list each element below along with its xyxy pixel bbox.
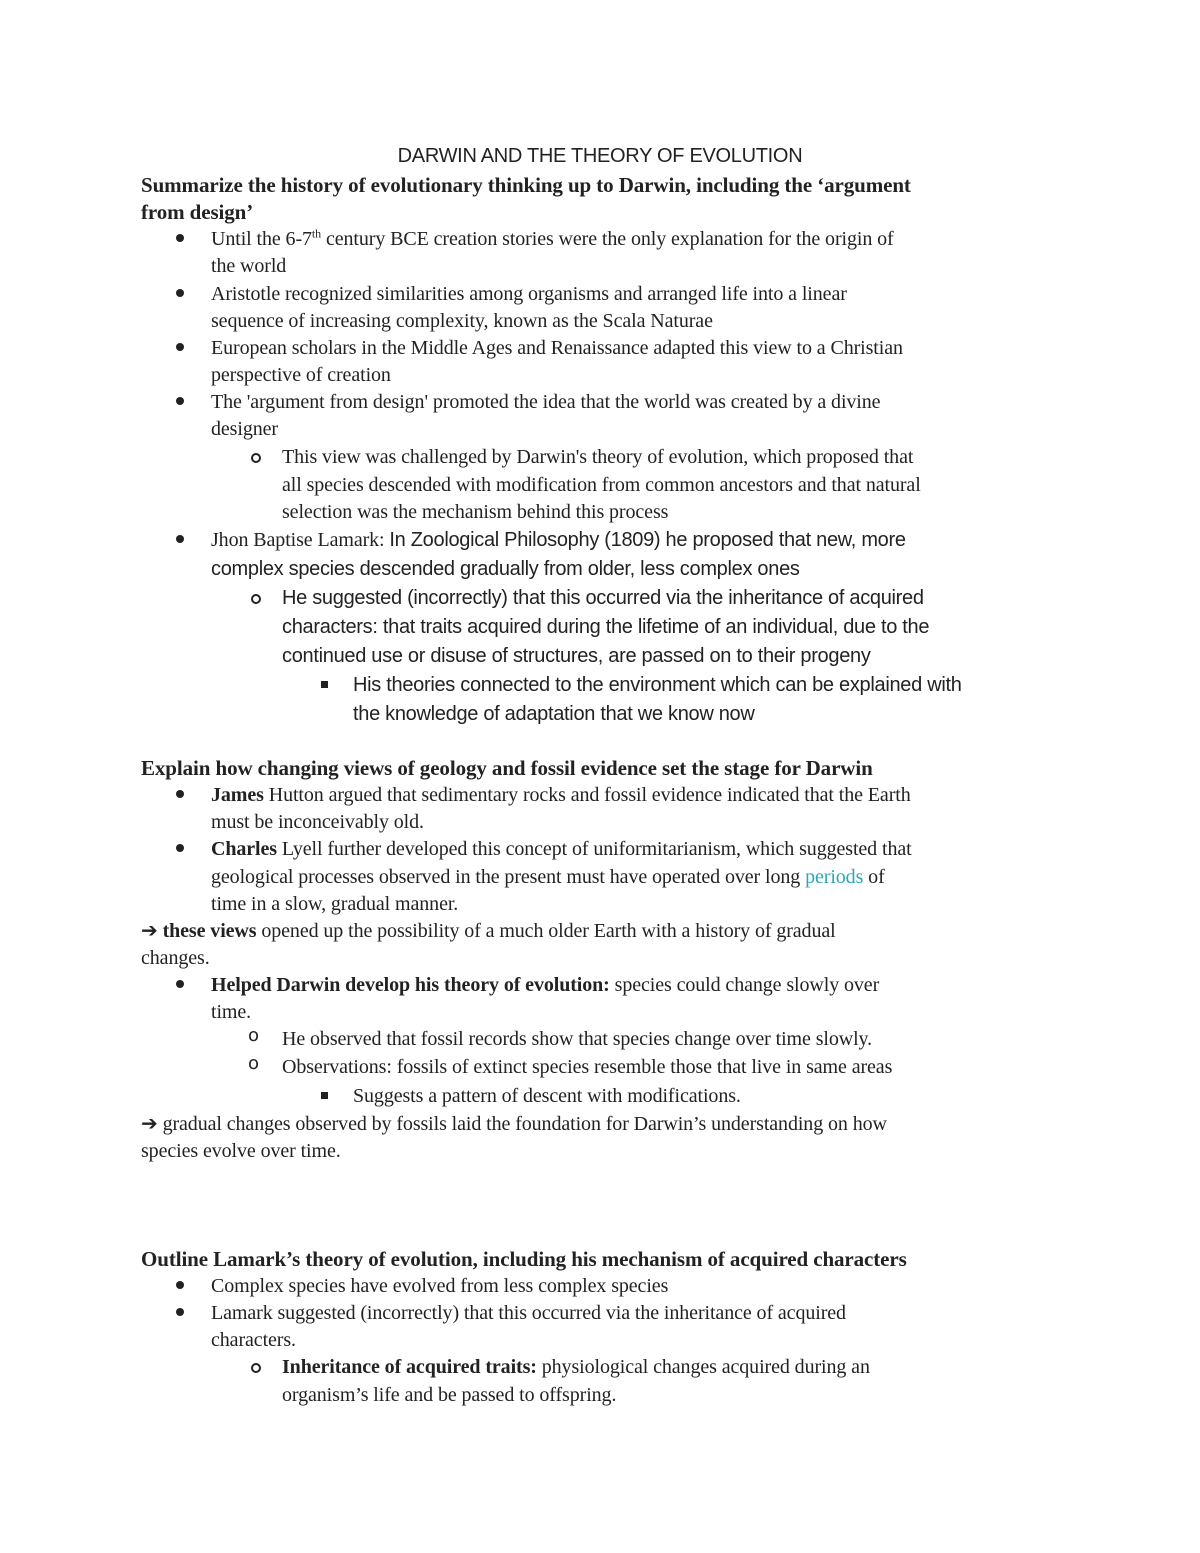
list-item-cont: the world <box>211 255 287 277</box>
bullet-icon <box>176 1308 184 1316</box>
arrow-right-icon: ➔ <box>141 920 158 942</box>
sub-sub-list-item: His theories connected to the environment which can be explained with <box>353 674 962 696</box>
sub-list-item-cont: all species descended with modification from common ancestors and that natural <box>282 474 921 496</box>
list-item-cont: perspective of creation <box>211 364 391 386</box>
list-item-cont: designer <box>211 418 278 440</box>
list-item-cont: complex species descended gradually from older, less complex ones <box>211 558 800 580</box>
bullet-icon <box>176 535 184 543</box>
sub-list-item-cont: characters: that traits acquired during the lifetime of an individual, due to the <box>282 616 930 638</box>
list-item-cont: must be inconceivably old. <box>211 811 424 833</box>
bullet-icon <box>176 289 184 297</box>
sub-list-item-cont: organism’s life and be passed to offspring. <box>282 1384 617 1406</box>
arrow-note: ➔ gradual changes observed by fossils laid the foundation for Darwin’s understanding on how <box>141 1113 887 1135</box>
sub-list-item: He suggested (incorrectly) that this occurred via the inheritance of acquired <box>282 587 924 609</box>
section-heading: Summarize the history of evolutionary thinking up to Darwin, including the ‘argument <box>141 173 911 197</box>
list-item-cont: sequence of increasing complexity, known as the Scala Naturae <box>211 310 713 332</box>
section-heading-cont: from design’ <box>141 200 254 224</box>
list-item: Helped Darwin develop his theory of evolution: species could change slowly over <box>211 974 880 996</box>
bullet-icon <box>176 790 184 798</box>
arrow-note-cont: changes. <box>141 947 210 969</box>
list-item: Complex species have evolved from less complex species <box>211 1275 669 1297</box>
list-item-cont: geological processes observed in the present must have operated over long periods of <box>211 866 885 888</box>
bullet-icon <box>176 343 184 351</box>
sub-list-item: Observations: fossils of extinct species resemble those that live in same areas <box>282 1056 893 1078</box>
list-item-cont: characters. <box>211 1329 296 1351</box>
sub-list-item: He observed that fossil records show that species change over time slowly. <box>282 1028 873 1050</box>
list-item: European scholars in the Middle Ages and Renaissance adapted this view to a Christian <box>211 337 903 359</box>
square-bullet-icon <box>321 1092 328 1099</box>
sub-bullet-icon <box>251 1363 261 1373</box>
arrow-note: ➔ these views opened up the possibility of a much older Earth with a history of gradual <box>141 920 836 942</box>
list-item-cont: time. <box>211 1001 252 1023</box>
bullet-icon <box>176 234 184 242</box>
list-item: Aristotle recognized similarities among organisms and arranged life into a linear <box>211 283 847 305</box>
list-item: Jhon Baptise Lamark: In Zoological Philosophy (1809) he proposed that new, more <box>211 529 906 551</box>
bullet-icon <box>176 980 184 988</box>
arrow-right-icon: ➔ <box>141 1113 158 1135</box>
sub-bullet-icon <box>251 594 261 604</box>
bullet-icon <box>176 397 184 405</box>
list-item: Charles Lyell further developed this concept of uniformitarianism, which suggested that <box>211 838 912 860</box>
list-item: The 'argument from design' promoted the idea that the world was created by a divine <box>211 391 881 413</box>
list-item: Until the 6-7th century BCE creation stories were the only explanation for the origin of <box>211 226 894 250</box>
list-item: James Hutton argued that sedimentary rocks and fossil evidence indicated that the Earth <box>211 784 911 806</box>
list-item-cont: time in a slow, gradual manner. <box>211 893 459 915</box>
periods-link[interactable]: periods <box>805 866 864 888</box>
section-heading: Explain how changing views of geology and fossil evidence set the stage for Darwin <box>141 756 873 780</box>
square-bullet-icon <box>321 681 328 688</box>
sub-bullet-icon: o <box>248 1025 260 1046</box>
section-heading: Outline Lamark’s theory of evolution, including his mechanism of acquired characters <box>141 1247 907 1271</box>
sub-list-item-cont: continued use or disuse of structures, are passed on to their progeny <box>282 645 871 667</box>
bullet-icon <box>176 1281 184 1289</box>
sub-sub-list-item-cont: the knowledge of adaptation that we know now <box>353 703 755 725</box>
sub-bullet-icon <box>251 453 261 463</box>
bullet-icon <box>176 844 184 852</box>
sub-list-item: This view was challenged by Darwin's theory of evolution, which proposed that <box>282 446 914 468</box>
page-title: DARWIN AND THE THEORY OF EVOLUTION <box>397 145 803 167</box>
sub-bullet-icon: o <box>248 1053 260 1074</box>
sub-list-item: Inheritance of acquired traits: physiological changes acquired during an <box>282 1356 870 1378</box>
sub-sub-list-item: Suggests a pattern of descent with modifications. <box>353 1085 741 1107</box>
sub-list-item-cont: selection was the mechanism behind this process <box>282 501 669 523</box>
list-item: Lamark suggested (incorrectly) that this occurred via the inheritance of acquired <box>211 1302 846 1324</box>
arrow-note-cont: species evolve over time. <box>141 1140 341 1162</box>
